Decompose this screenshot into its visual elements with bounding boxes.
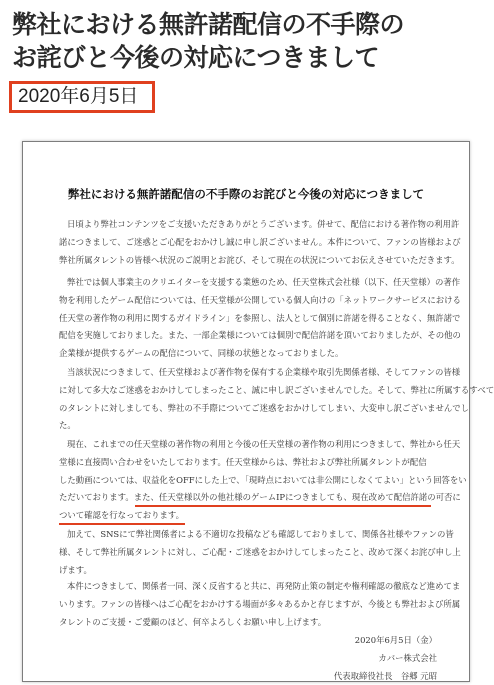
statement-document: [22, 141, 494, 682]
sign-date: 2020年6月5日（金）: [354, 635, 437, 645]
p3-line: 当該状況につきまして、任天堂様および著作物を保有する企業様や取引先関係者様、そしてファンの皆様: [67, 367, 461, 377]
p4-line: 現在、これまでの任天堂様の著作物の利用と今後の任天堂様の著作物の利用につきまして、弊社から任天: [67, 439, 461, 449]
sign-person: 代表取締役社長 谷郷 元昭: [333, 670, 437, 681]
p3-line: に対して多大なご迷惑をおかけしてしまったこと、誠に申し訳ございませんでした。そして、弊社に所属するすべて: [59, 384, 494, 395]
p4-line: ついて確認を行なっております。: [59, 510, 184, 521]
document-title: 弊社における無許諾配信の不手際のお詫びと今後の対応につきまして: [67, 187, 425, 201]
paragraph-4: [59, 436, 467, 525]
paragraph-5: [59, 526, 461, 579]
p2-line: 物を利用したゲーム配信については、任天堂様が公開している個人向けの「ネットワークサービスにおける: [59, 294, 461, 305]
paragraph-6: [59, 578, 461, 631]
p3-line: た。: [59, 420, 76, 431]
highlight-underline: [135, 505, 431, 507]
p6-line: いります。ファンの皆様へはご心配をおかけする場面が多々あるかと存じますが、今後とも弊社および所属: [59, 598, 461, 609]
p2-line: 任天堂の著作物の利用に関するガイドライン」を参照し、法人として個別に許諾を得ることなく、無許諾で: [59, 312, 461, 323]
p1-line: 諾につきまして、ご迷惑とご心配をおかけし誠に申し訳ございません。本件について、ファンの皆様および: [59, 236, 461, 247]
p5-line: げます。: [59, 564, 92, 575]
p2-line: 企業様が提供するゲームの配信について、同様の状態となっておりました。: [59, 348, 344, 359]
p2-line: 弊社では個人事業主のクリエイターを支援する業態のため、任天堂株式会社様（以下、任天堂様）の著作: [67, 277, 461, 287]
headline-line-1: 弊社における無許諾配信の不手際の: [12, 10, 405, 39]
paragraph-2: [59, 274, 461, 363]
headline-line-2: お詫びと今後の対応につきまして: [12, 43, 380, 72]
p4-line: ただいております。また、任天堂様以外の他社様のゲームIPにつきましても、現在改めて配信許諾の可否に: [59, 492, 461, 503]
paragraph-3: [59, 364, 494, 435]
p1-line: 弊社所属タレントの皆様へ状況のご説明とお詫び、そして現在の状況についてお伝えさせていただきます。: [59, 254, 460, 265]
p6-line: 本件につきまして、関係者一同、深く反省すると共に、再発防止策の制定や権利確認の徹底など進めてま: [67, 581, 461, 591]
article-headline: [12, 8, 470, 74]
highlight-underline: [59, 523, 185, 525]
p3-line: のタレントに対しましても、弊社の不手際についてご迷惑をおかけしてしまい、大変申し訳ございませんでし: [59, 402, 469, 413]
article-date: 2020年6月5日: [9, 81, 155, 113]
p5-line: 加えて、SNSにて弊社関係者による不適切な投稿なども確認しておりまして、関係各社様やファンの皆: [67, 529, 454, 539]
p6-line: タレントのご支援・ご愛顧のほど、何卒よろしくお願い申し上げます。: [59, 616, 327, 627]
p2-line: 配信を実施しておりました。また、一部企業様については個別で配信許諾を頂いておりましたが、その他の: [59, 330, 461, 341]
signature-block: [334, 632, 437, 685]
paragraph-1: [59, 216, 461, 269]
sign-company: カバー株式会社: [378, 652, 437, 663]
p4-line: した動画については、収益化をOFFにした上で、「現時点においては非公開にしなくてよい」という回答をい: [59, 474, 467, 485]
p1-line: 日頃より弊社コンテンツをご支援いただきありがとうございます。併せて、配信における著作物の利用許: [67, 219, 460, 229]
p5-line: 様、そして弊社所属タレントに対し、ご心配・ご迷惑をおかけしてしまったこと、改めて深くお詫び申し上: [59, 546, 461, 557]
p4-line: 堂様に直接問い合わせをいたしております。任天堂様からは、弊社および弊社所属タレントが配信: [59, 456, 427, 467]
